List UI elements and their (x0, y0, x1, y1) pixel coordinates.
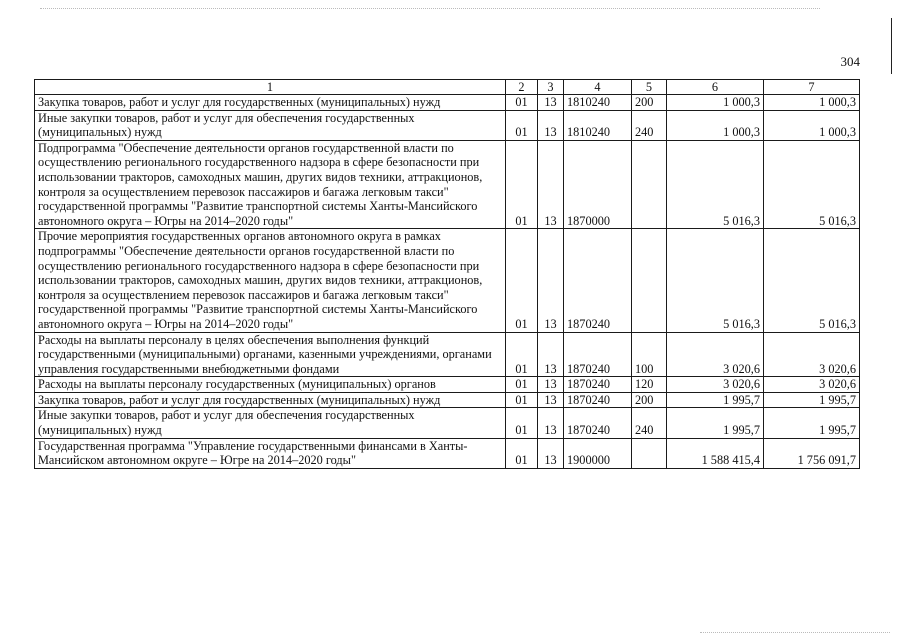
page-number: 304 (840, 54, 860, 69)
row-amount-1: 1 995,7 (667, 392, 764, 408)
row-expense-type (632, 140, 667, 229)
table-row (35, 392, 860, 408)
row-target-article: 1870000 (564, 140, 632, 229)
row-amount-2: 1 000,3 (764, 95, 860, 111)
row-target-article: 1810240 (564, 110, 632, 140)
row-code-section: 01 (506, 438, 538, 468)
row-expense-type (632, 229, 667, 332)
table-row (35, 332, 860, 377)
row-amount-2: 1 995,7 (764, 392, 860, 408)
row-name: Подпрограмма "Обеспечение деятельности органов государственной власти по осуществлению регионального государственного надзора в сфере безопасности при использовании тракторов, самоходных машин, других видов техники, аттракционов, контроля за осуществлением перевозок пассажиров и багажа легковым такси" государственной программы "Развитие транспортной системы Ханты-Мансийского автономного округа – Югры на 2014–2020 годы" (35, 140, 506, 229)
row-amount-1: 1 995,7 (667, 408, 764, 438)
row-code-section: 01 (506, 332, 538, 377)
row-target-article: 1810240 (564, 95, 632, 111)
table-row (35, 140, 860, 229)
row-name: Расходы на выплаты персоналу в целях обеспечения выполнения функций государственными (муниципальными) органами, казенными учреждениями, органами управления государственными внебюджетными фондами (35, 332, 506, 377)
row-name: Закупка товаров, работ и услуг для государственных (муниципальных) нужд (35, 392, 506, 408)
row-target-article: 1870240 (564, 392, 632, 408)
row-amount-1: 3 020,6 (667, 377, 764, 393)
row-amount-2: 5 016,3 (764, 229, 860, 332)
row-expense-type: 200 (632, 95, 667, 111)
row-expense-type: 100 (632, 332, 667, 377)
column-header: 5 (632, 80, 667, 95)
row-code-subsection: 13 (538, 95, 564, 111)
row-target-article: 1870240 (564, 377, 632, 393)
row-expense-type: 120 (632, 377, 667, 393)
table-header-row (35, 80, 860, 95)
column-header: 4 (564, 80, 632, 95)
column-header: 1 (35, 80, 506, 95)
row-code-subsection: 13 (538, 332, 564, 377)
row-amount-1: 5 016,3 (667, 140, 764, 229)
row-expense-type (632, 438, 667, 468)
scan-noise-bottom (700, 632, 890, 633)
row-name: Прочие мероприятия государственных органов автономного округа в рамках подпрограммы "Обеспечение деятельности органов государственной власти по осуществлению регионального государственного надзора в сфере безопасности при использовании тракторов, самоходных машин, других видов техники, аттракционов, контроля за осуществлением перевозок пассажиров и багажа легковым такси" государственной программы "Развитие транспортной системы Ханты-Мансийского автономного округа – Югры на 2014–2020 годы" (35, 229, 506, 332)
row-target-article: 1870240 (564, 408, 632, 438)
table-row (35, 408, 860, 438)
row-amount-1: 1 000,3 (667, 110, 764, 140)
row-code-subsection: 13 (538, 377, 564, 393)
row-code-section: 01 (506, 110, 538, 140)
column-header: 6 (667, 80, 764, 95)
row-amount-1: 1 000,3 (667, 95, 764, 111)
row-code-subsection: 13 (538, 229, 564, 332)
row-code-section: 01 (506, 140, 538, 229)
row-code-subsection: 13 (538, 408, 564, 438)
row-target-article: 1870240 (564, 229, 632, 332)
table-row (35, 229, 860, 332)
row-name: Иные закупки товаров, работ и услуг для обеспечения государственных (муниципальных) нужд (35, 110, 506, 140)
row-expense-type: 240 (632, 408, 667, 438)
budget-table (34, 79, 860, 469)
row-expense-type: 240 (632, 110, 667, 140)
row-name: Иные закупки товаров, работ и услуг для обеспечения государственных (муниципальных) нужд (35, 408, 506, 438)
table-row (35, 95, 860, 111)
column-header: 3 (538, 80, 564, 95)
row-name: Государственная программа "Управление государственными финансами в Ханты-Мансийском автономном округе – Югре на 2014–2020 годы" (35, 438, 506, 468)
row-code-section: 01 (506, 229, 538, 332)
row-code-subsection: 13 (538, 140, 564, 229)
row-code-subsection: 13 (538, 392, 564, 408)
table-row (35, 110, 860, 140)
row-name: Расходы на выплаты персоналу государственных (муниципальных) органов (35, 377, 506, 393)
row-amount-2: 1 756 091,7 (764, 438, 860, 468)
row-amount-2: 3 020,6 (764, 332, 860, 377)
row-target-article: 1870240 (564, 332, 632, 377)
row-code-section: 01 (506, 408, 538, 438)
row-amount-2: 3 020,6 (764, 377, 860, 393)
row-code-subsection: 13 (538, 438, 564, 468)
row-target-article: 1900000 (564, 438, 632, 468)
row-name: Закупка товаров, работ и услуг для государственных (муниципальных) нужд (35, 95, 506, 111)
row-amount-2: 1 995,7 (764, 408, 860, 438)
row-amount-1: 5 016,3 (667, 229, 764, 332)
row-amount-1: 1 588 415,4 (667, 438, 764, 468)
row-amount-2: 5 016,3 (764, 140, 860, 229)
table-row (35, 438, 860, 468)
row-code-section: 01 (506, 392, 538, 408)
column-header: 2 (506, 80, 538, 95)
column-header: 7 (764, 80, 860, 95)
row-code-section: 01 (506, 95, 538, 111)
row-code-subsection: 13 (538, 110, 564, 140)
row-amount-1: 3 020,6 (667, 332, 764, 377)
margin-rule (891, 18, 892, 74)
table-row (35, 377, 860, 393)
scan-noise-top (40, 8, 820, 9)
row-code-section: 01 (506, 377, 538, 393)
row-expense-type: 200 (632, 392, 667, 408)
row-amount-2: 1 000,3 (764, 110, 860, 140)
